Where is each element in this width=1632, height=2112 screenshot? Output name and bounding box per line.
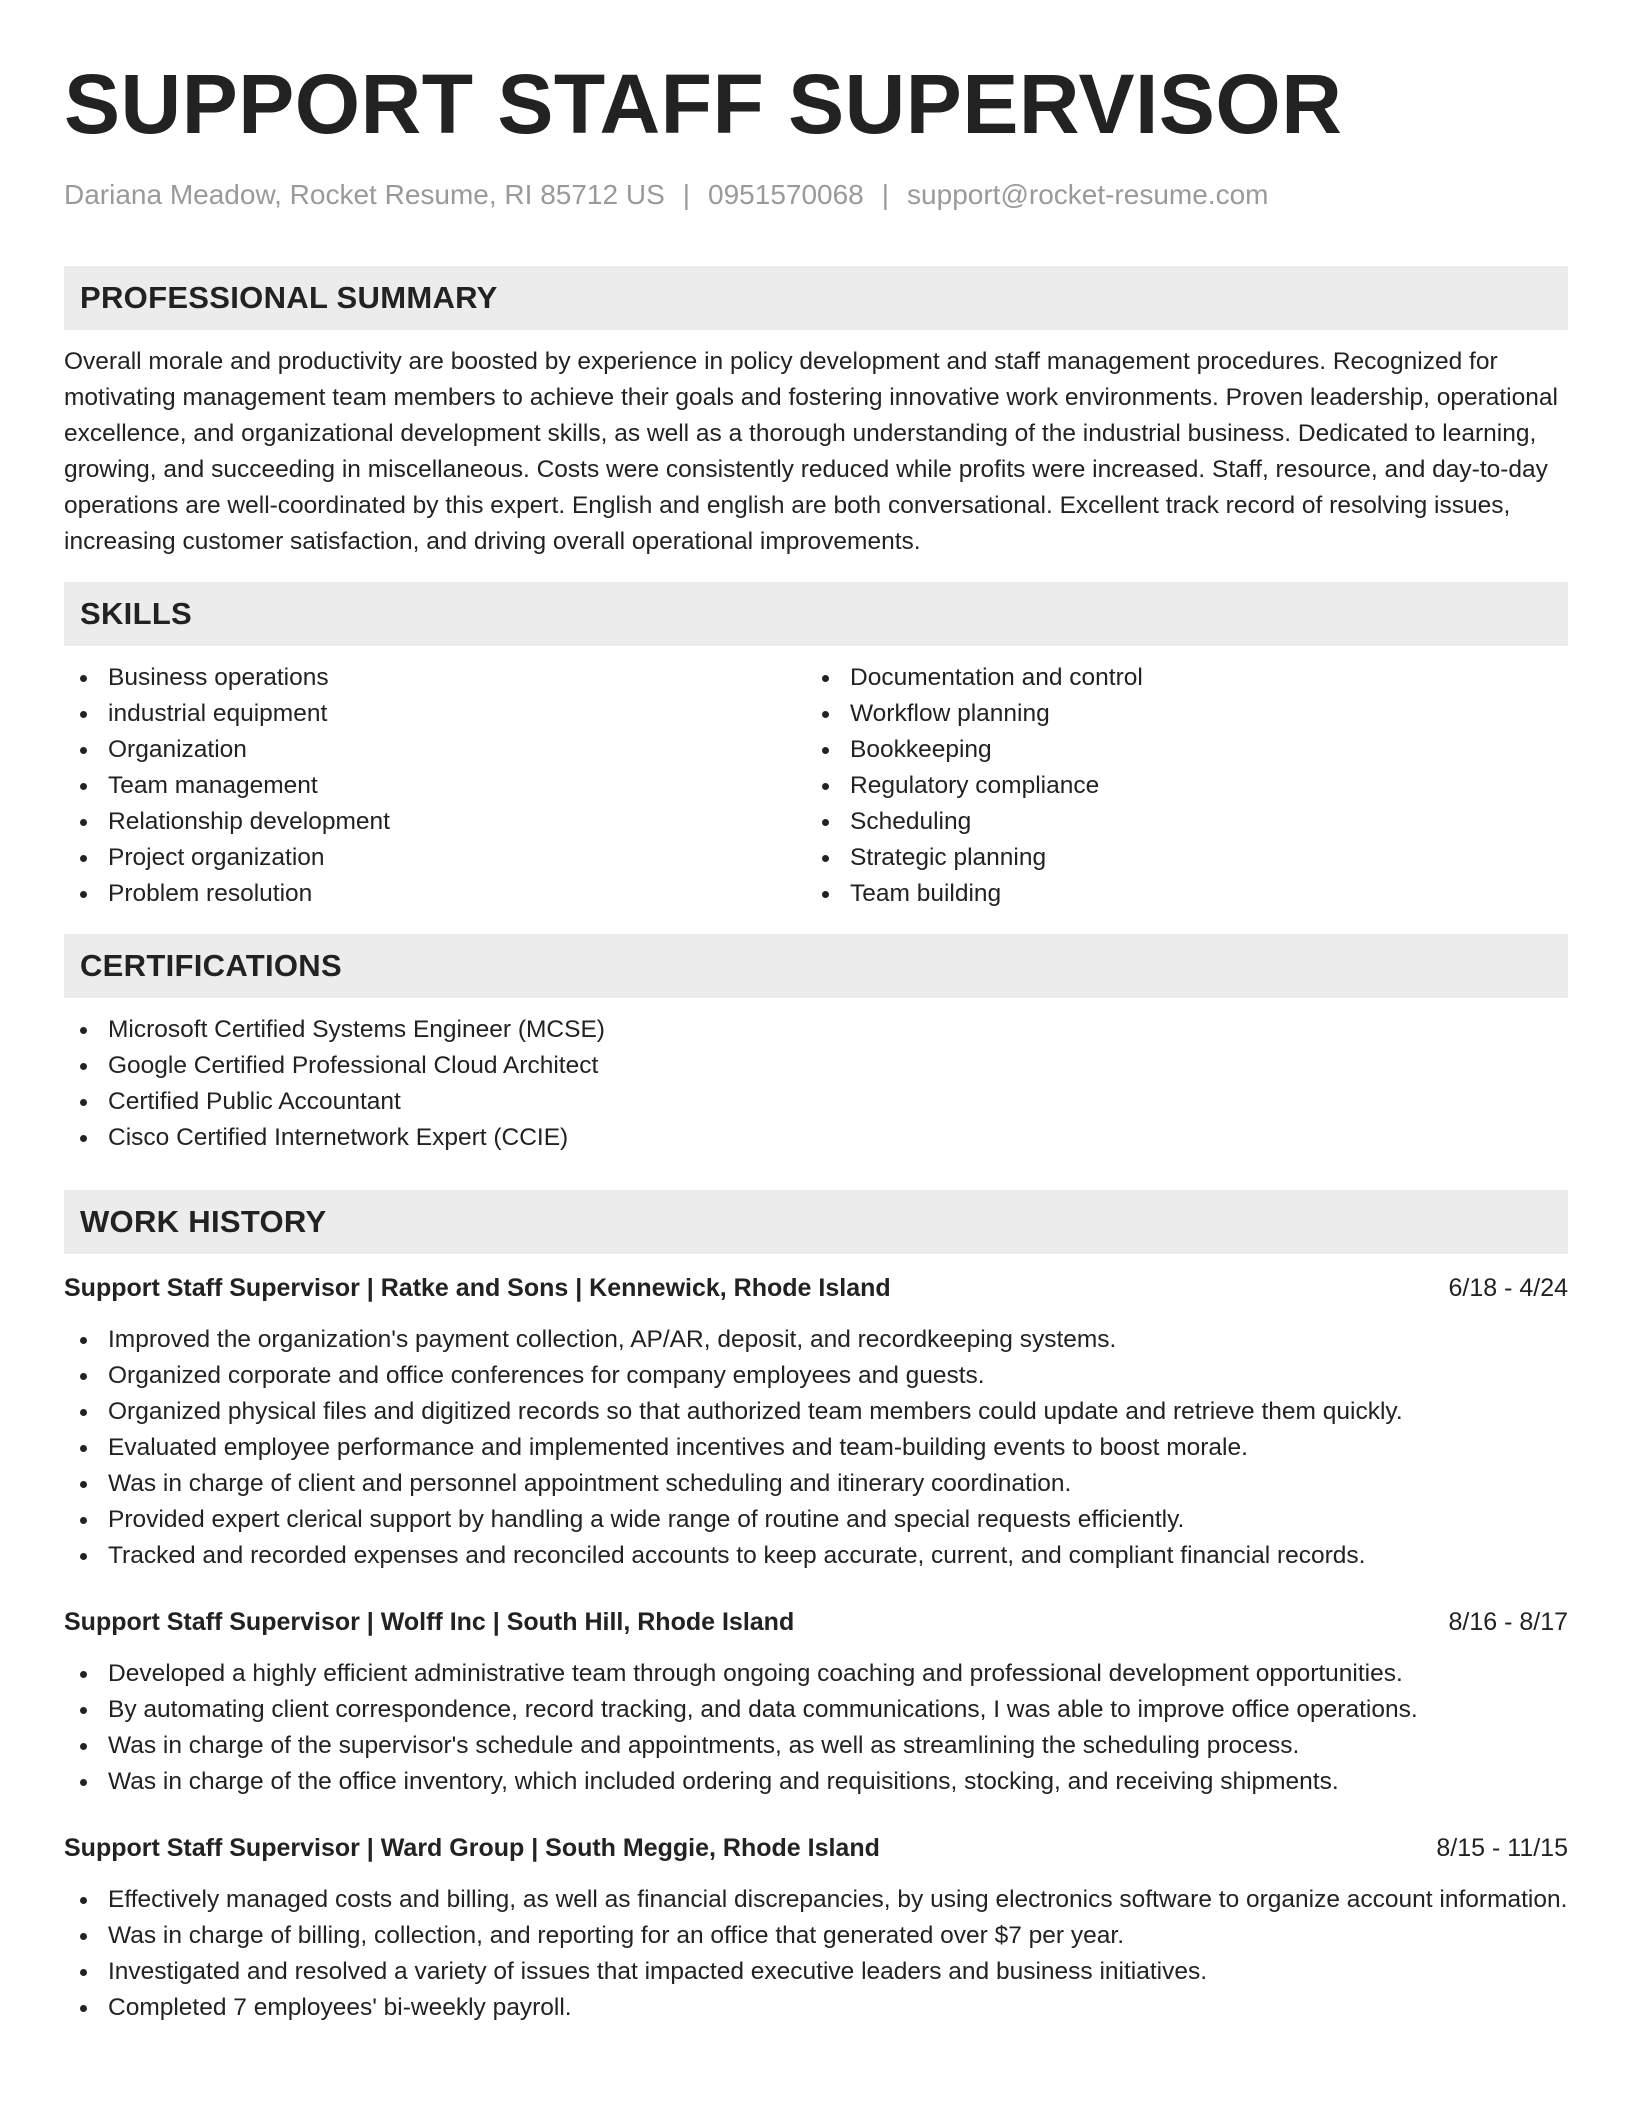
certifications-heading: CERTIFICATIONS bbox=[64, 934, 1568, 998]
job-header bbox=[64, 1830, 1568, 1866]
list-item: Microsoft Certified Systems Engineer (MCSE) bbox=[64, 1012, 1568, 1048]
job-bullets bbox=[64, 1322, 1568, 1574]
list-item: Cisco Certified Internetwork Expert (CCIE) bbox=[64, 1120, 1568, 1156]
list-item: Improved the organization's payment collection, AP/AR, deposit, and recordkeeping systems. bbox=[64, 1322, 1568, 1358]
list-item: Organized physical files and digitized records so that authorized team members could update and retrieve them quickly. bbox=[64, 1394, 1568, 1430]
list-item: Completed 7 employees' bi-weekly payroll. bbox=[64, 1990, 1568, 2026]
job-header bbox=[64, 1604, 1568, 1640]
list-item: Effectively managed costs and billing, as well as financial discrepancies, by using electronics software to organize account information. bbox=[64, 1882, 1568, 1918]
work-history-heading: WORK HISTORY bbox=[64, 1190, 1568, 1254]
list-item: Team building bbox=[806, 876, 1548, 912]
certifications-list bbox=[64, 1012, 1568, 1156]
list-item: Workflow planning bbox=[806, 696, 1548, 732]
job-entry bbox=[64, 1604, 1568, 1800]
work-history-list bbox=[64, 1270, 1568, 2026]
list-item: Documentation and control bbox=[806, 660, 1548, 696]
skills-columns bbox=[64, 660, 1568, 912]
contact-phone: 0951570068 bbox=[708, 179, 864, 211]
list-item: Bookkeeping bbox=[806, 732, 1548, 768]
skills-heading: SKILLS bbox=[64, 582, 1568, 646]
contact-line bbox=[64, 178, 1568, 212]
job-title: Support Staff Supervisor | Wolff Inc | South Hill, Rhode Island bbox=[64, 1607, 795, 1636]
skills-list-right bbox=[806, 660, 1548, 912]
list-item: Regulatory compliance bbox=[806, 768, 1548, 804]
skills-list-left bbox=[64, 660, 806, 912]
list-item: Strategic planning bbox=[806, 840, 1548, 876]
list-item: Evaluated employee performance and implemented incentives and team-building events to boost morale. bbox=[64, 1430, 1568, 1466]
list-item: Business operations bbox=[64, 660, 806, 696]
job-header bbox=[64, 1270, 1568, 1306]
list-item: Project organization bbox=[64, 840, 806, 876]
contact-separator: | bbox=[881, 179, 890, 211]
page-title: SUPPORT STAFF SUPERVISOR bbox=[64, 57, 1343, 151]
job-bullets bbox=[64, 1882, 1568, 2026]
job-title: Support Staff Supervisor | Ward Group | South Meggie, Rhode Island bbox=[64, 1833, 880, 1862]
summary-heading: PROFESSIONAL SUMMARY bbox=[64, 266, 1568, 330]
list-item: Google Certified Professional Cloud Architect bbox=[64, 1048, 1568, 1084]
list-item: Developed a highly efficient administrative team through ongoing coaching and professional development opportunities. bbox=[64, 1656, 1568, 1692]
list-item: Organization bbox=[64, 732, 806, 768]
job-entry bbox=[64, 1270, 1568, 1574]
job-entry bbox=[64, 1830, 1568, 2026]
job-dates: 8/16 - 8/17 bbox=[1448, 1607, 1568, 1636]
list-item: Scheduling bbox=[806, 804, 1548, 840]
list-item: Was in charge of client and personnel appointment scheduling and itinerary coordination. bbox=[64, 1466, 1568, 1502]
summary-text: Overall morale and productivity are boosted by experience in policy development and staff management procedures. Recognized for motivating management team members to achieve their goals and fostering innovative work environments. Proven leadership, operational excellence, and organizational development skills, as well as a thorough understanding of the industrial business. Dedicated to learning, growing, and succeeding in miscellaneous. Costs were consistently reduced while profits were increased. Staff, resource, and day-to-day operations are well-coordinated by this expert. English and english are both conversational. Excellent track record of resolving issues, increasing customer satisfaction, and driving overall operational improvements. bbox=[64, 347, 1558, 555]
list-item: Was in charge of the office inventory, which included ordering and requisitions, stocking, and receiving shipments. bbox=[64, 1764, 1568, 1800]
list-item: Was in charge of billing, collection, and reporting for an office that generated over $7 per year. bbox=[64, 1918, 1568, 1954]
contact-separator: | bbox=[682, 179, 691, 211]
list-item: Organized corporate and office conferences for company employees and guests. bbox=[64, 1358, 1568, 1394]
list-item: Certified Public Accountant bbox=[64, 1084, 1568, 1120]
job-bullets bbox=[64, 1656, 1568, 1800]
job-title: Support Staff Supervisor | Ratke and Sons | Kennewick, Rhode Island bbox=[64, 1273, 891, 1302]
job-dates: 6/18 - 4/24 bbox=[1448, 1273, 1568, 1302]
list-item: By automating client correspondence, record tracking, and data communications, I was able to improve office operations. bbox=[64, 1692, 1568, 1728]
list-item: Problem resolution bbox=[64, 876, 806, 912]
list-item: Team management bbox=[64, 768, 806, 804]
list-item: Relationship development bbox=[64, 804, 806, 840]
contact-email: support@rocket-resume.com bbox=[907, 179, 1269, 211]
list-item: Was in charge of the supervisor's schedule and appointments, as well as streamlining the scheduling process. bbox=[64, 1728, 1568, 1764]
contact-address: Dariana Meadow, Rocket Resume, RI 85712 US bbox=[64, 179, 665, 211]
list-item: Investigated and resolved a variety of issues that impacted executive leaders and business initiatives. bbox=[64, 1954, 1568, 1990]
list-item: industrial equipment bbox=[64, 696, 806, 732]
job-dates: 8/15 - 11/15 bbox=[1436, 1833, 1568, 1862]
list-item: Tracked and recorded expenses and reconciled accounts to keep accurate, current, and compliant financial records. bbox=[64, 1538, 1568, 1574]
list-item: Provided expert clerical support by handling a wide range of routine and special requests efficiently. bbox=[64, 1502, 1568, 1538]
